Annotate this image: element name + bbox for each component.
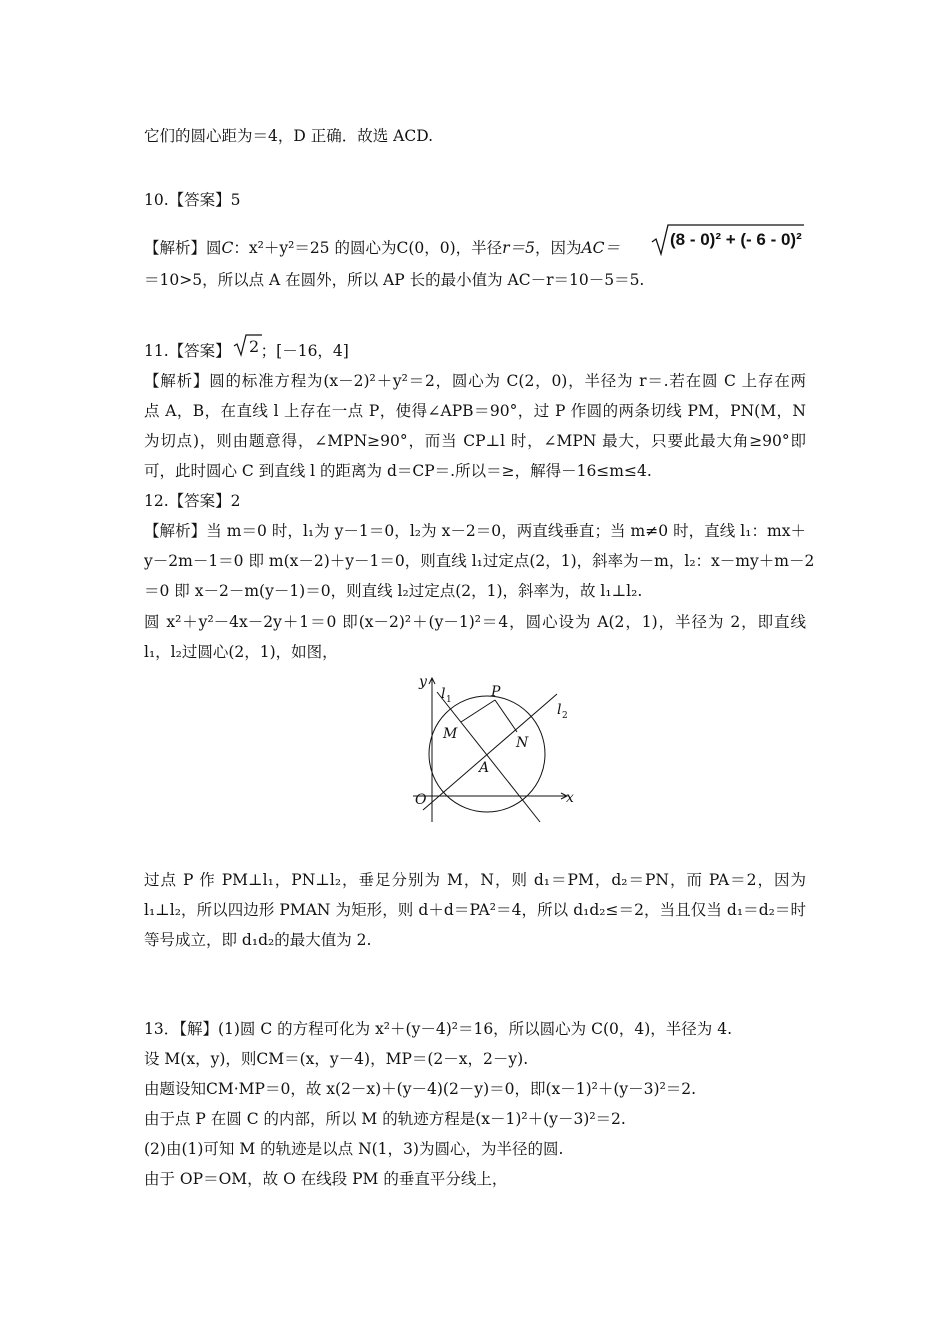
q10-sqrt-text: (8 - 0)² + (- 6 - 0)² [670,230,802,249]
line-l1 [437,692,540,822]
q12-analysis-line7: l₁⊥l₂，所以四边形 PMAN 为矩形，则 d＋d＝PA²＝4，所以 d₁d₂≤＝2，当且仅当 d₁＝d₂＝时 [144,901,806,919]
fig-label-y: y [419,674,427,690]
q10-a-eq: ：x²＋y²＝25 的圆心为 [233,239,397,257]
fig-label-m: M [443,726,458,742]
q10-a-r: r＝5 [502,239,535,257]
q10-analysis-line2: ＝10>5，所以点 A 在圆外，所以 AP 长的最小值为 AC－r＝10－5＝5. [144,271,645,289]
fig-label-n: N [516,735,529,751]
q13-line6: 由于 OP＝OM，故 O 在线段 PM 的垂直平分线上， [144,1170,508,1188]
q13-line4: 由于点 P 在圆 C 的内部，所以 M 的轨迹方程是(x－1)²＋(y－3)²＝2. [144,1110,626,1128]
q10-a-ac: AC＝ [581,239,621,257]
q12-analysis-line4: 圆 x²＋y²－4x－2y＋1＝0 即(x－2)²＋(y－1)²＝4，圆心设为 A(2，1)，半径为 2，即直线 [144,613,806,631]
q12-analysis-line3: ＝0 即 x－2－m(y－1)＝0，则直线 l₂过定点(2，1)，斜率为，故 l₁⊥l₂. [144,582,643,600]
q11-sqrt-2-text: 2 [249,337,260,356]
text-line-acd: 它们的圆心距为＝4，D 正确．故选 ACD. [144,127,433,145]
q10-a-mid: ，半径 [455,239,503,257]
q10-answer: 10.【答案】5 [144,191,241,209]
q12-analysis-line8: 等号成立，即 d₁d₂的最大值为 2. [144,931,372,949]
q12-analysis-line1: 【解析】当 m＝0 时，l₁为 y－1＝0，l₂为 x－2＝0，两直线垂直；当 m≠0 时，直线 l₁：mx＋ [144,522,806,540]
q12-analysis-line6: 过点 P 作 PM⊥l₁，PN⊥l₂，垂足分别为 M，N，则 d₁＝PM，d₂＝PN，而 PA＝2，因为 [144,871,806,889]
fig-label-o: O [415,792,427,808]
q13-line5: (2)由(1)可知 M 的轨迹是以点 N(1，3)为圆心，为半径的圆. [144,1140,564,1158]
fig-label-l2-sub: 2 [562,711,568,721]
q11-analysis-line1: 【解析】圆的标准方程为(x－2)²＋y²＝2，圆心为 C(2，0)，半径为 r＝.若在圆 C 上存在两 [144,372,806,390]
q11-answer-suffix: ；[－16，4] [260,342,349,360]
q13-line2: 设 M(x，y)，则CM＝(x，y－4)，MP＝(2－x，2－y). [144,1050,529,1068]
fig-label-l1-sub: 1 [446,695,452,705]
segment-pm [461,700,495,722]
line-l2 [423,694,557,810]
fig-label-p: P [491,684,501,700]
q13-line3: 由题设知CM·MP＝0，故 x(2－x)＋(y－4)(2－y)＝0，即(x－1)²＋(y－3)²＝2. [144,1080,697,1098]
q12-analysis-line5: l₁，l₂过圆心(2，1)，如图， [144,643,338,661]
q12-answer: 12.【答案】2 [144,492,241,510]
fig-label-l2: l [557,702,562,718]
fig-label-l1: l [441,686,446,702]
q10-a-pre: 【解析】圆 [144,239,222,257]
q11-sqrt-2 [232,332,264,358]
q10-sqrt-expression [650,222,806,258]
q11-analysis-line4: 可，此时圆心 C 到直线 l 的距离为 d＝CP＝.所以＝≥，解得－16≤m≤4. [144,462,652,480]
fig-label-x: x [566,790,574,806]
segment-pn [495,700,517,732]
q10-a-c: C [221,239,234,257]
fig-label-a: A [479,760,490,776]
circle-lines-figure [405,670,585,830]
q10-a-mid2: ，因为 [534,239,582,257]
q11-analysis-line3: 为切点)，则由题意得，∠MPN≥90°，而当 CP⊥l 时，∠MPN 最大，只要此最大角≥90°即 [144,432,806,450]
q10-a-center: C(0，0) [396,239,456,257]
q11-answer-prefix: 11.【答案】 [144,342,231,360]
q13-line1: 13．【解】(1)圆 C 的方程可化为 x²＋(y－4)²＝16，所以圆心为 C(0，4)，半径为 4. [144,1020,732,1038]
q11-analysis-line2: 点 A，B，在直线 l 上存在一点 P，使得∠APB＝90°，过 P 作圆的两条切线 PM，PN(M，N [144,402,806,420]
q12-analysis-line2: y－2m－1＝0 即 m(x－2)＋y－1＝0，则直线 l₁过定点(2，1)，斜率为－m，l₂：x－my＋m－2 [144,552,815,570]
